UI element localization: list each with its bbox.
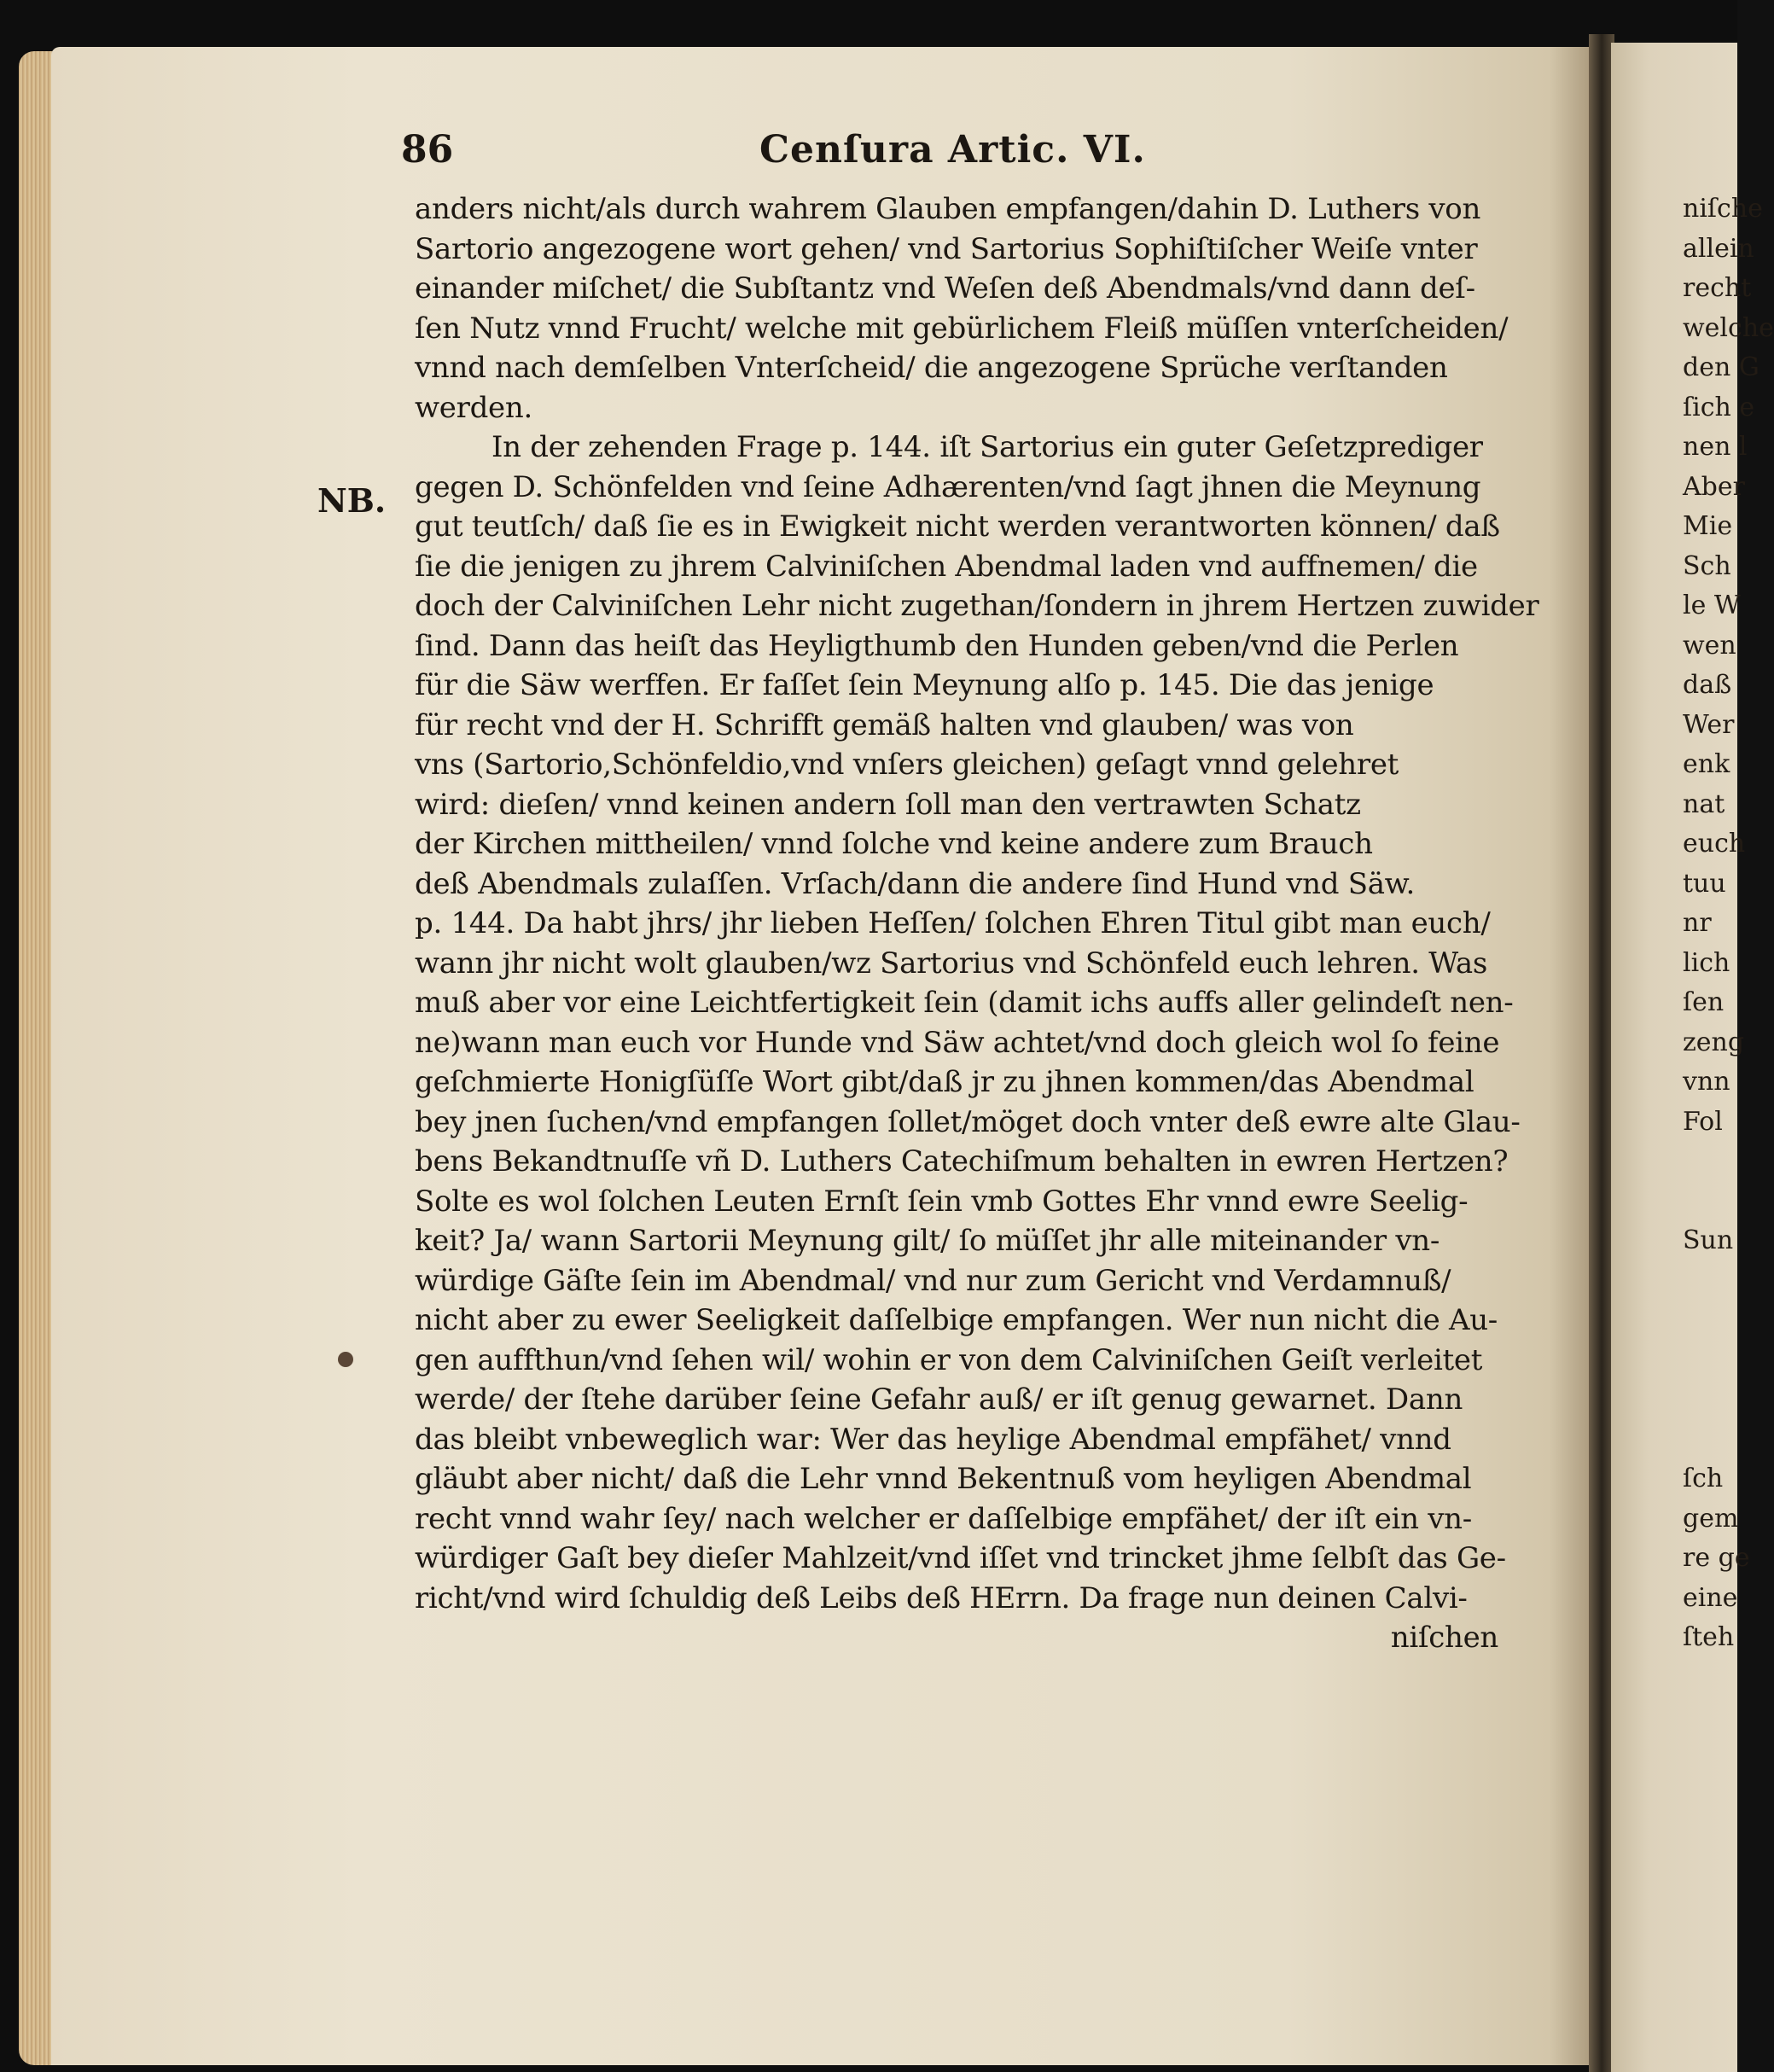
text-line: In der zehenden Frage p. 144. iſt Sartorius ein guter Geſetzprediger <box>491 430 1483 464</box>
right-page-fragment: tuu <box>1683 868 1726 899</box>
right-page-fragment: niſche <box>1683 194 1763 224</box>
running-head <box>401 128 1510 179</box>
right-page-fragment: gem <box>1683 1503 1739 1534</box>
right-page-fragment: Sch <box>1683 550 1731 581</box>
text-line: keit? Ja/ wann Sartorii Meynung gilt/ ſo müſſet jhr alle miteinander vn- <box>415 1224 1440 1258</box>
text-line: wann jhr nicht wolt glauben/wz Sartorius vnd Schönfeld euch lehren. Was <box>415 946 1488 981</box>
text-line: muß aber vor eine Leichtfertigkeit ſein (damit ichs auffs aller gelindeſt nen- <box>415 986 1514 1020</box>
text-line: würdiger Gaſt bey dieſer Mahlzeit/vnd iſſet vnd trincket jhme ſelbſt das Ge- <box>415 1541 1506 1575</box>
text-line: werden. <box>415 390 532 425</box>
text-line: bens Bekandtnuſſe vñ D. Luthers Catechiſmum behalten in ewren Hertzen? <box>415 1144 1509 1179</box>
right-page-fragment: nat <box>1683 789 1725 819</box>
text-line: für die Säw werffen. Er faſſet ſein Meynung alſo p. 145. Die das jenige <box>415 668 1434 702</box>
right-page-text <box>1683 189 1774 1658</box>
right-page-fragment <box>1683 1142 1734 1182</box>
right-page-fragment: le W <box>1683 591 1741 620</box>
text-line: gläubt aber nicht/ daß die Lehr vnnd Bekentnuß vom heyligen Abendmal <box>415 1462 1472 1496</box>
right-page-fragment: lich <box>1683 947 1730 978</box>
text-line: deß Abendmals zulaſſen. Vrſach/dann die andere ſind Hund vnd Säw. <box>415 866 1415 901</box>
ink-spot <box>338 1352 353 1367</box>
text-line: vnnd nach demſelben Vnterſcheid/ die angezogene Sprüche verſtanden <box>415 351 1448 385</box>
text-line: anders nicht/als durch wahrem Glauben empfangen/dahin D. Luthers von <box>415 192 1481 226</box>
right-page-fragment: recht <box>1683 273 1752 303</box>
text-line: Solte es wol ſolchen Leuten Ernſt ſein vmb Gottes Ehr vnnd ewre Seelig- <box>415 1184 1469 1219</box>
running-title: Cenſura Artic. VI. <box>759 128 1146 172</box>
right-page-fragment: eine <box>1683 1582 1738 1613</box>
right-page-fragment <box>1683 1261 1734 1301</box>
catchword: niſchen <box>1390 1621 1498 1655</box>
text-line: ſie die jenigen zu jhrem Calviniſchen Abendmal laden vnd auffnemen/ die <box>415 549 1478 584</box>
text-line: einander miſchet/ die Subſtantz vnd Weſen deß Abendmals/vnd dann deſ- <box>415 271 1475 306</box>
text-line: würdige Gäſte ſein im Abendmal/ vnd nur zum Gericht vnd Verdamnuß/ <box>415 1263 1451 1298</box>
right-page-fragment: den G <box>1683 352 1759 382</box>
right-page-fragment: ſch <box>1683 1464 1724 1493</box>
text-line: nicht aber zu ewer Seeligkeit daſſelbige empfangen. Wer nun nicht die Au- <box>415 1303 1498 1337</box>
text-line: für recht vnd der H. Schrifft gemäß halten vnd glauben/ was von <box>415 707 1354 742</box>
right-page-fragment <box>1683 1420 1734 1460</box>
text-line: gen auffthun/vnd ſehen wil/ wohin er von dem Calviniſchen Geiſt verleitet <box>415 1342 1483 1377</box>
right-page-fragment <box>1683 1182 1734 1222</box>
text-line: gegen D. Schönfelden vnd ſeine Adhærenten/vnd ſagt jhnen die Meynung <box>415 469 1481 504</box>
right-page-fragment: allein <box>1683 233 1754 264</box>
text-line: wird: dieſen/ vnnd keinen andern ſoll man den vertrawten Schatz <box>415 787 1361 822</box>
right-page-fragment: vnn <box>1683 1067 1730 1097</box>
right-page-fragment: ſteh <box>1683 1622 1735 1652</box>
text-line: ne)wann man euch vor Hunde vnd Säw achtet/vnd doch gleich wol ſo feine <box>415 1025 1500 1060</box>
right-page-fragment: Fol <box>1683 1106 1723 1137</box>
right-page-fragment: welche <box>1683 312 1774 343</box>
right-page-fragment: daß <box>1683 670 1732 700</box>
text-line: ſen Nutz vnnd Frucht/ welche mit gebürlichem Fleiß müſſen vnterſcheiden/ <box>415 311 1509 346</box>
text-line: recht vnnd wahr ſey/ nach welcher er daſſelbige empfähet/ der iſt ein vn- <box>415 1501 1472 1536</box>
right-page-fragment: Wer <box>1683 709 1735 740</box>
right-page-fragment <box>1683 1380 1734 1420</box>
text-line: gut teutſch/ daß ſie es in Ewigkeit nicht werden verantworten können/ daß <box>415 509 1500 544</box>
text-line: geſchmierte Honigſüſſe Wort gibt/daß jr zu jhnen kommen/das Abendmal <box>415 1065 1474 1099</box>
right-page-fragment: euch <box>1683 829 1746 858</box>
right-page-fragment: nr <box>1683 908 1712 938</box>
right-page-fragment <box>1683 1341 1734 1381</box>
right-page-fragment: ſich e <box>1683 392 1755 422</box>
right-page-fragment <box>1683 1301 1734 1341</box>
text-line: richt/vnd wird ſchuldig deß Leibs deß HErrn. Da frage nun deinen Calvi- <box>415 1580 1468 1615</box>
text-line: vns (Sartorio,Schönfeldio,vnd vnſers gleichen) geſagt vnnd gelehret <box>415 748 1399 782</box>
text-line: das bleibt vnbeweglich war: Wer das heylige Abendmal empfähet/ vnnd <box>415 1422 1451 1457</box>
text-line: werde/ der ſtehe darüber ſeine Gefahr auß/ er iſt genug gewarnet. Dann <box>415 1382 1463 1417</box>
text-line: Sartorio angezogene wort gehen/ vnd Sartorius Sophiſtiſcher Weiſe vnter <box>415 231 1478 266</box>
right-page-fragment: enk <box>1683 749 1730 779</box>
right-page-fragment: wen <box>1683 630 1736 661</box>
right-page-fragment: re ge <box>1683 1543 1750 1573</box>
text-line: bey jnen ſuchen/vnd empfangen ſollet/möget doch vnter deß ewre alte Glau- <box>415 1104 1521 1139</box>
right-page-fragment: Sun <box>1683 1225 1734 1255</box>
text-line: der Kirchen mittheilen/ vnnd ſolche vnd keine andere zum Brauch <box>415 827 1373 861</box>
text-line: p. 144. Da habt jhrs/ jhr lieben Heſſen/ ſolchen Ehren Titul gibt man euch/ <box>415 906 1491 940</box>
right-page-fragment: ſen <box>1683 987 1725 1017</box>
page-number: 86 <box>401 128 454 172</box>
right-page-fragment: zeng <box>1683 1027 1745 1057</box>
right-page-fragment: Mie <box>1683 511 1733 541</box>
text-line: doch der Calviniſchen Lehr nicht zugethan/ſondern in jhrem Hertzen zuwider <box>415 589 1539 623</box>
margin-note: NB. <box>317 481 387 520</box>
right-page-fragment: Aber <box>1683 471 1745 502</box>
body-text <box>415 189 1539 1658</box>
text-line: ſind. Dann das heiſt das Heyligthumb den Hunden geben/vnd die Perlen <box>415 628 1459 663</box>
right-page-fragment: nen l <box>1683 432 1748 462</box>
